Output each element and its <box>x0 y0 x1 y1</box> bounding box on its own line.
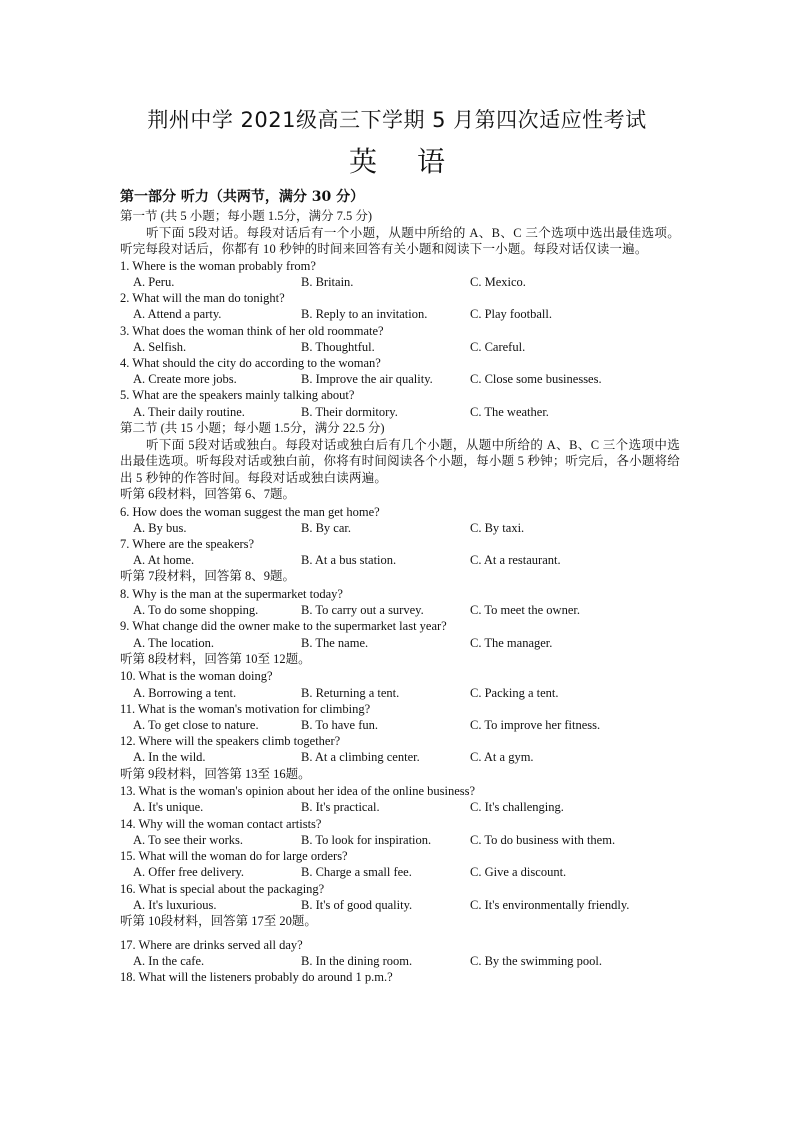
option-c: C. At a gym. <box>470 750 534 765</box>
exam-title: 荆州中学 2021级高三下学期 5 月第四次适应性考试 <box>147 108 647 132</box>
question-3 <box>120 323 680 355</box>
option-c: C. Play football. <box>470 307 552 322</box>
question-stem: 5. What are the speakers mainly talking about? <box>120 388 355 403</box>
material-6-questions <box>120 504 680 569</box>
option-b: B. Reply to an invitation. <box>301 307 428 322</box>
answer-options <box>120 306 680 322</box>
option-b: B. To have fun. <box>301 718 379 733</box>
option-c: C. It's environmentally friendly. <box>470 897 630 912</box>
question-13 <box>120 783 680 815</box>
question-14 <box>120 816 680 848</box>
option-a: A. It's luxurious. <box>133 897 217 912</box>
question-stem: 10. What is the woman doing? <box>120 669 273 684</box>
option-a: A. Their daily routine. <box>133 404 245 419</box>
question-stem: 7. Where are the speakers? <box>120 537 255 552</box>
material-9-questions <box>120 783 680 913</box>
option-b: B. To carry out a survey. <box>301 603 424 618</box>
section2-instructions: 听下面 5段对话或独白。每段对话或独白后有几个小题，从题中所给的 A、B、C 三个选项中选出最佳选项。听每段对话或独白前，你将有时间阅读各个小题，每小题 5 秒钟；听完后，各小题将给出 5 秒钟的作答时间。每段对话或独白读两遍。 <box>120 437 680 485</box>
option-a: A. By bus. <box>133 520 187 535</box>
answer-options <box>120 274 680 290</box>
option-c: C. The manager. <box>470 635 553 650</box>
option-a: A. Offer free delivery. <box>133 865 245 880</box>
question-8 <box>120 586 680 618</box>
option-a: A. To see their works. <box>133 832 243 847</box>
question-1 <box>120 258 680 290</box>
question-stem: 2. What will the man do tonight? <box>120 291 285 306</box>
material-8-questions <box>120 668 680 765</box>
section2-heading: 第二节 (共 15 小题；每小题 1.5分，满分 22.5 分) <box>120 420 385 435</box>
question-stem: 17. Where are drinks served all day? <box>120 937 303 952</box>
option-b: B. In the dining room. <box>301 953 413 968</box>
option-c: C. Give a discount. <box>470 865 567 880</box>
option-a: A. Peru. <box>133 275 175 290</box>
option-a: A. In the wild. <box>133 750 206 765</box>
question-stem: 15. What will the woman do for large orders? <box>120 849 348 864</box>
exam-content <box>120 186 680 985</box>
question-5 <box>120 387 680 419</box>
option-b: B. Their dormitory. <box>301 404 398 419</box>
option-a: A. Borrowing a tent. <box>133 685 237 700</box>
answer-options <box>120 832 680 848</box>
option-c: C. By taxi. <box>470 520 525 535</box>
question-18 <box>120 969 680 985</box>
part1-heading: 第一部分 听力（共两节，满分 30 分） <box>120 189 365 205</box>
option-a: A. In the cafe. <box>133 953 205 968</box>
option-c: C. Mexico. <box>470 275 526 290</box>
option-c: C. To do business with them. <box>470 832 616 847</box>
section1-questions <box>120 258 680 420</box>
question-stem: 3. What does the woman think of her old roommate? <box>120 323 384 338</box>
option-b: B. It's of good quality. <box>301 897 413 912</box>
question-2 <box>120 290 680 322</box>
option-b: B. Britain. <box>301 275 354 290</box>
option-a: A. Attend a party. <box>133 307 222 322</box>
question-12 <box>120 733 680 765</box>
option-a: A. At home. <box>133 553 195 568</box>
answer-options <box>120 685 680 701</box>
material-10-questions <box>120 937 680 986</box>
question-stem: 11. What is the woman's motivation for climbing? <box>120 701 371 716</box>
material-9-heading: 听第 9段材料，回答第 13至 16题。 <box>120 766 311 781</box>
answer-options <box>120 339 680 355</box>
option-c: C. Packing a tent. <box>470 685 559 700</box>
answer-options <box>120 635 680 651</box>
answer-options <box>120 953 680 969</box>
option-a: A. To do some shopping. <box>133 603 259 618</box>
option-b: B. At a climbing center. <box>301 750 420 765</box>
answer-options <box>120 864 680 880</box>
question-9 <box>120 618 680 650</box>
option-a: A. To get close to nature. <box>133 718 259 733</box>
answer-options <box>120 749 680 765</box>
question-stem: 4. What should the city do according to the woman? <box>120 356 381 371</box>
question-7 <box>120 536 680 568</box>
question-10 <box>120 668 680 700</box>
material-7-heading: 听第 7段材料，回答第 8、9题。 <box>120 569 296 584</box>
question-stem: 6. How does the woman suggest the man get home? <box>120 504 380 519</box>
question-stem: 13. What is the woman's opinion about her idea of the online business? <box>120 784 476 799</box>
material-6-heading: 听第 6段材料，回答第 6、7题。 <box>120 487 296 502</box>
answer-options <box>120 897 680 913</box>
option-b: B. It's practical. <box>301 800 380 815</box>
question-15 <box>120 848 680 880</box>
answer-options <box>120 404 680 420</box>
option-c: C. Close some businesses. <box>470 372 602 387</box>
option-c: C. At a restaurant. <box>470 553 561 568</box>
material-7-questions <box>120 586 680 651</box>
question-stem: 8. Why is the man at the supermarket today? <box>120 587 343 602</box>
question-11 <box>120 701 680 733</box>
option-b: B. By car. <box>301 520 351 535</box>
option-b: B. Returning a tent. <box>301 685 400 700</box>
option-c: C. The weather. <box>470 404 549 419</box>
question-4 <box>120 355 680 387</box>
question-stem: 18. What will the listeners probably do around 1 p.m.? <box>120 969 393 984</box>
answer-options <box>120 552 680 568</box>
option-b: B. Charge a small fee. <box>301 865 412 880</box>
option-b: B. Improve the air quality. <box>301 372 433 387</box>
answer-options <box>120 371 680 387</box>
option-c: C. By the swimming pool. <box>470 953 602 968</box>
material-8-heading: 听第 8段材料，回答第 10至 12题。 <box>120 651 311 666</box>
answer-options <box>120 717 680 733</box>
option-b: B. At a bus station. <box>301 553 397 568</box>
option-a: A. The location. <box>133 635 214 650</box>
option-b: B. The name. <box>301 635 369 650</box>
option-c: C. It's challenging. <box>470 800 564 815</box>
option-c: C. To meet the owner. <box>470 603 580 618</box>
question-stem: 12. Where will the speakers climb together? <box>120 734 341 749</box>
question-stem: 9. What change did the owner make to the supermarket last year? <box>120 619 447 634</box>
answer-options <box>120 602 680 618</box>
question-17 <box>120 937 680 969</box>
question-stem: 16. What is special about the packaging? <box>120 881 325 896</box>
option-c: C. To improve her fitness. <box>470 718 601 733</box>
material-10-heading: 听第 10段材料，回答第 17至 20题。 <box>120 913 317 928</box>
question-stem: 14. Why will the woman contact artists? <box>120 816 322 831</box>
option-a: A. Create more jobs. <box>133 372 237 387</box>
section1-heading: 第一节 (共 5 小题；每小题 1.5分，满分 7.5 分) <box>120 209 373 223</box>
answer-options <box>120 799 680 815</box>
answer-options <box>120 520 680 536</box>
option-b: B. Thoughtful. <box>301 339 375 354</box>
question-stem: 1. Where is the woman probably from? <box>120 258 316 273</box>
option-a: A. It's unique. <box>133 800 204 815</box>
option-b: B. To look for inspiration. <box>301 832 432 847</box>
option-a: A. Selfish. <box>133 339 187 354</box>
question-16 <box>120 881 680 913</box>
subject-title: 英语 <box>348 145 485 178</box>
option-c: C. Careful. <box>470 339 526 354</box>
section1-instructions: 听下面 5段对话。每段对话后有一个小题，从题中所给的 A、B、C 三个选项中选出最佳选项。听完每段对话后，你都有 10 秒钟的时间来回答有关小题和阅读下一小题。每段对话仅读一遍。 <box>120 226 680 257</box>
question-6 <box>120 504 680 536</box>
